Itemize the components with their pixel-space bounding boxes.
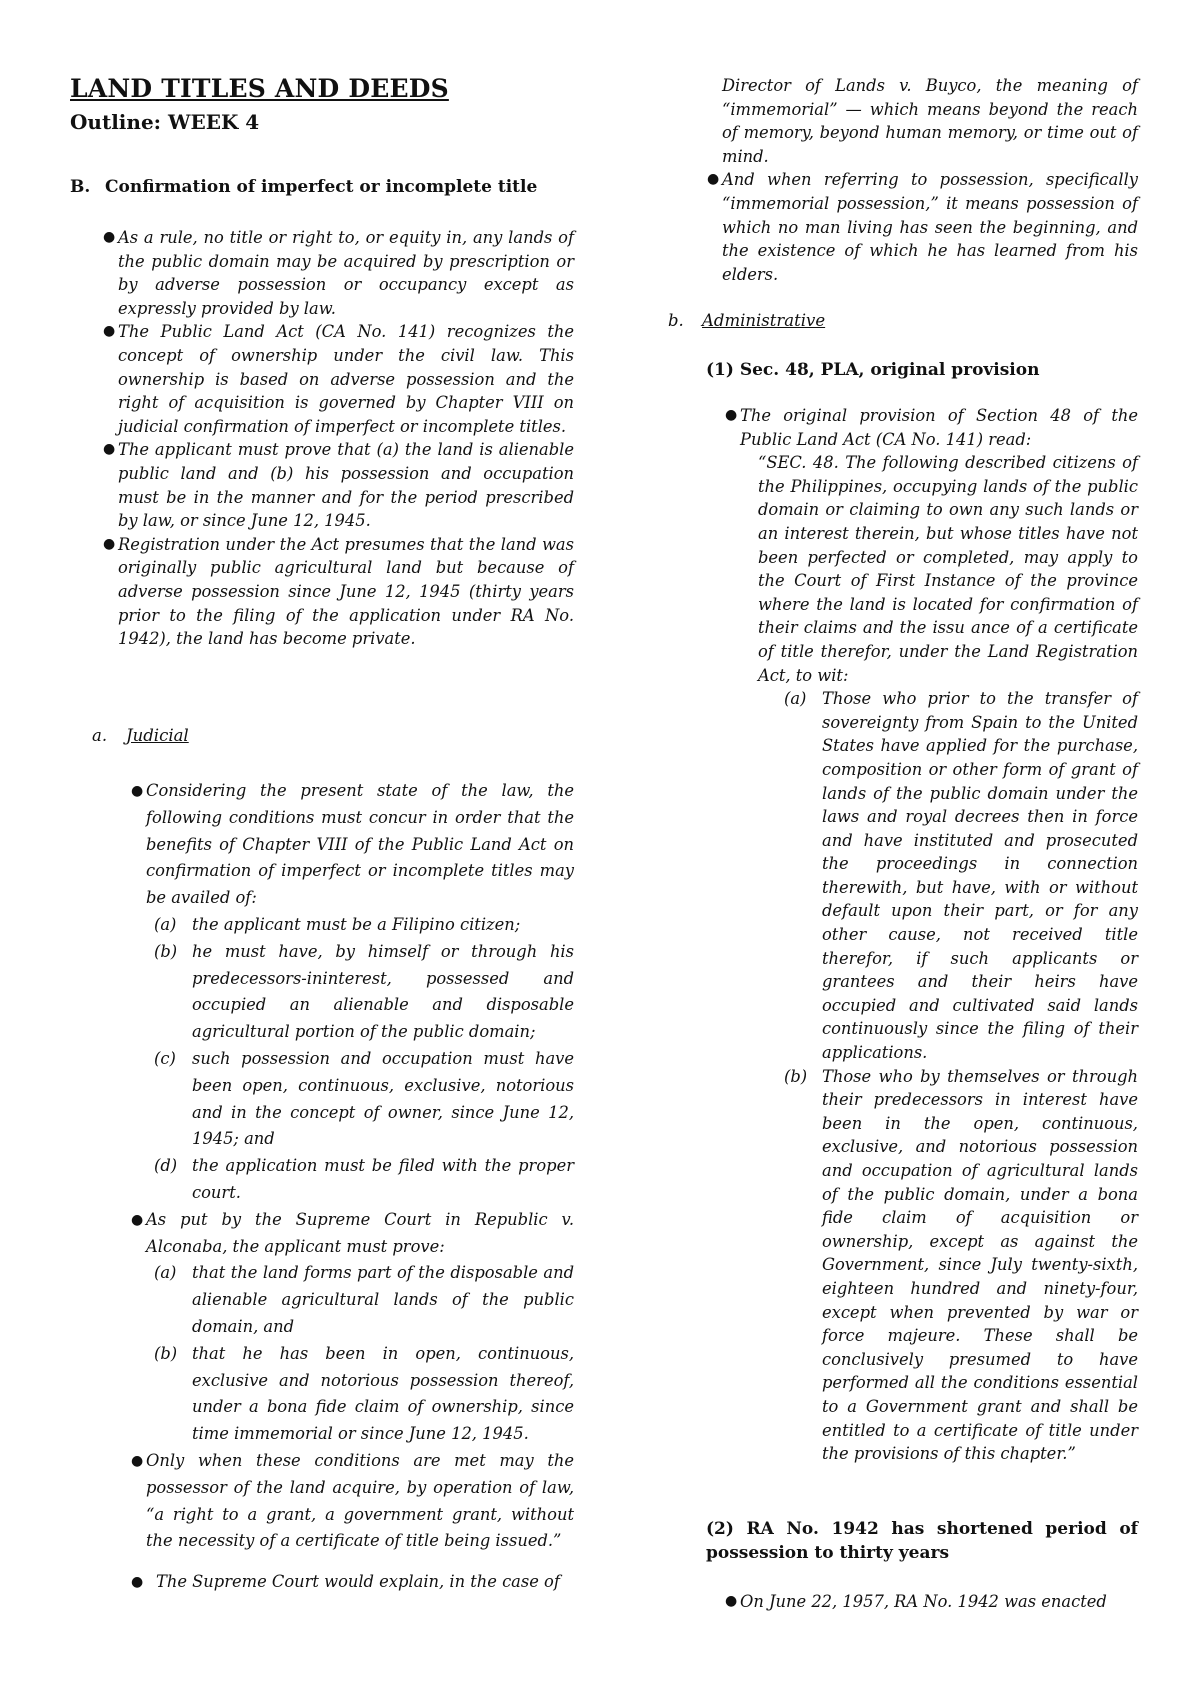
bullet-icon: ● xyxy=(131,1211,144,1228)
bullet-icon: ● xyxy=(103,441,116,458)
bullet-icon: ● xyxy=(131,1452,144,1469)
list-item: ● As put by the Supreme Court in Republic v. Alconaba, the applicant must prove: xyxy=(146,1207,574,1261)
sec-48-bullet xyxy=(725,404,1138,1466)
bullet-icon: ● xyxy=(103,323,116,340)
bullet-icon: ● xyxy=(131,783,144,799)
list-item: ● Only when these conditions are met may the possessor of the land acquire, by operation of law, “a right to a grant, a government grant, without the necessity of a certificate of title being issued.” xyxy=(146,1448,574,1555)
subsection-administrative xyxy=(668,311,825,330)
list-item: ● On June 22, 1957, RA No. 1942 was enacted xyxy=(740,1590,1138,1614)
list-item: ● The applicant must prove that (a) the land is alienable public land and (b) his possession and occupation must be in the manner and for the period prescribed by law, or since June 12, 1945. xyxy=(103,440,574,531)
list-item: ● As a rule, no title or right to, or equity in, any lands of the public domain may be acquired by prescription or by adverse possession or occupancy except as expressly provided by law. xyxy=(103,228,574,318)
judicial-bullets xyxy=(131,778,574,1596)
subsection-judicial xyxy=(92,726,189,745)
enum-item: (c) such possession and occupation must have been open, continuous, exclusive, notorious and in the concept of owner, since June 12, 1945; and xyxy=(154,1048,574,1149)
bullet-icon: ● xyxy=(725,407,738,423)
bullet-icon: ● xyxy=(103,229,116,245)
bullet-icon: ● xyxy=(707,171,720,188)
section-label: B. xyxy=(70,177,91,197)
subsection-label: b. xyxy=(668,311,684,330)
heading-sec-48: (1) Sec. 48, PLA, original provision xyxy=(706,360,1040,380)
bullet-icon: ● xyxy=(725,1593,738,1609)
list-item: ● And when referring to possession, specifically “immemorial possession,” it means possession of which no man living has seen the beginning, and the existence of which he has learned from his elders. xyxy=(707,170,1138,284)
intro-bullets xyxy=(103,226,574,651)
ra-1942-bullet xyxy=(725,1590,1138,1614)
enum-item: (a) that the land forms part of the disposable and alienable agricultural lands of the public domain, and xyxy=(154,1263,574,1336)
doc-title: LAND TITLES AND DEEDS xyxy=(70,74,449,103)
list-item: ● Considering the present state of the law, the following conditions must concur in order that the benefits of Chapter VIII of the Public Land Act on confirmation of imperfect or incomplete titles may be availed of: xyxy=(146,778,574,912)
continued-text: Director of Lands v. Buyco, the meaning of “immemorial” — which means beyond the reach of memory, beyond human memory, or time out of mind. ● And when referring to possession, specifically “immemorial possession,” it means possession of which no man living has seen the beginning, and the existence of which he has learned from his elders. xyxy=(722,74,1138,286)
list-item: ● The Supreme Court would explain, in the case of xyxy=(146,1569,574,1596)
list-item: ● Registration under the Act presumes that the land was originally public agricultural land but because of adverse possession since June 12, 1945 (thirty years prior to the filing of the application under RA No. 1942), the land has become private. xyxy=(103,534,574,649)
subsection-title: Judicial xyxy=(126,726,189,745)
enum-item: (b) that he has been in open, continuous, exclusive and notorious possession thereof, under a bona fide claim of ownership, since time immemorial or since June 12, 1945. xyxy=(154,1343,574,1444)
subsection-label: a. xyxy=(92,726,108,745)
enum-item: (b) he must have, by himself or through his predecessors-ininterest, possessed and occupied an alienable and disposable agricultural portion of the public domain; xyxy=(154,941,574,1042)
section-title: Confirmation of imperfect or incomplete title xyxy=(105,177,538,197)
enum-item: (d) the application must be filed with the proper court. xyxy=(154,1156,574,1202)
doc-subtitle: Outline: WEEK 4 xyxy=(70,110,260,134)
list-item: ● The Public Land Act (CA No. 141) recognizes the concept of ownership under the civil law. This ownership is based on adverse possession and the right of acquisition is governed by Chapter VIII on judicial confirmation of imperfect or incomplete titles. xyxy=(103,322,574,436)
bullet-icon: ● xyxy=(131,1574,144,1591)
enum-item: (a) Those who prior to the transfer of sovereignty from Spain to the United States have applied for the purchase, composition or other form of grant of lands of the public domain under the laws and royal decrees then in force and have instituted and prosecuted the proceedings in connection therewith, but have, with or without default upon their part, or for any other cause, not received title therefor, if such applicants or grantees and their heirs have occupied and cultivated said lands continuously since the filing of their applications. xyxy=(784,689,1138,1063)
enum-item: (b) Those who by themselves or through their predecessors in interest have been in the open, continuous, exclusive, and notorious possession and occupation of agricultural lands of the public domain, under a bona fide claim of acquisition or ownership, except as against the Government, since July twenty-sixth, eighteen hundred and ninety-four, except when prevented by war or force majeure. These shall be conclusively presumed to have performed all the conditions essential to a Government grant and shall be entitled to a certificate of title under the provisions of this chapter.” xyxy=(784,1066,1138,1464)
sec-48-quote: “SEC. 48. The following described citizens of the Philippines, occupying lands of the public domain or claiming to own any such lands or an interest therein, but whose titles have not been perfected or completed, may apply to the Court of First Instance of the province where the land is located for confirmation of their claims and the issu ance of a certificate of title therefor, under the Land Registration Act, to wit: xyxy=(758,453,1138,685)
section-heading xyxy=(70,177,537,197)
subsection-title: Administrative xyxy=(702,311,826,330)
heading-ra-1942: (2) RA No. 1942 has shortened period of possession to thirty years xyxy=(706,1519,1138,1563)
list-item: ● The original provision of Section 48 of the Public Land Act (CA No. 141) read: xyxy=(725,406,1138,449)
bullet-icon: ● xyxy=(103,535,116,552)
enum-item: (a) the applicant must be a Filipino citizen; xyxy=(154,914,521,934)
